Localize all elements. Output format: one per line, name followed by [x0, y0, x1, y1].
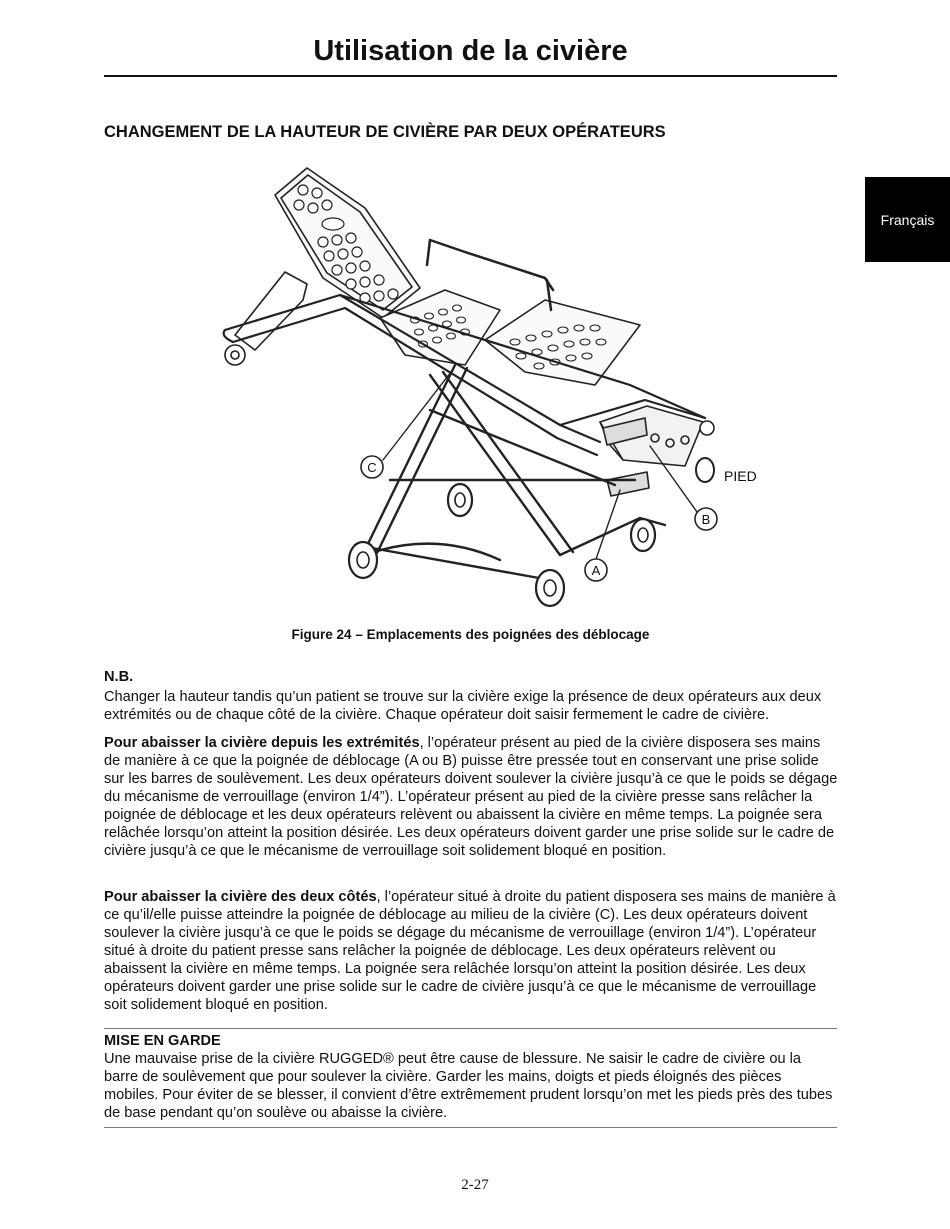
lower-from-ends-lead: Pour abaisser la civière depuis les extrémités	[104, 735, 420, 751]
warning-top-rule	[104, 1028, 837, 1029]
title-rule	[104, 75, 837, 77]
callout-a	[585, 559, 607, 581]
lower-from-sides-lead: Pour abaisser la civière des deux côtés	[104, 889, 377, 905]
callout-b-label: B	[701, 512, 711, 527]
page-title: Utilisation de la civière	[313, 35, 628, 67]
callout-c	[361, 456, 383, 478]
note-text: Changer la hauteur tandis qu’un patient se trouve sur la civière exige la présence de deux opérateurs aux deux extrémités ou de chaque côté de la civière. Chaque opérateur doit saisir fermement le cadre de civière.	[104, 689, 822, 723]
lower-from-ends-text: , l’opérateur présent au pied de la civière disposera ses mains de manière à ce que la poignée de déblocage (A ou B) puisse être pressée tout en conservant une prise solide sur les barres de soulèvement. Les deux opérateurs doivent soulever la civière jusqu’à ce que le poids se dégage du mécanisme de verrouillage (environ 1/4”). L’opérateur présent au pied de la civière presse sans relâcher la poignée de déblocage et les deux opérateurs relèvent ou abaissent la civière en même temps. La poignée sera relâchée lorsqu’on atteint la position désirée. Les deux opérateurs doivent garder une prise solide sur le cadre de civière jusqu’à ce que le mécanisme de verrouillage soit solidement bloqué en position.	[104, 735, 838, 859]
section-heading: CHANGEMENT DE LA HAUTEUR DE CIVIÈRE PAR DEUX OPÉRATEURS	[104, 123, 666, 141]
language-tab[interactable]	[865, 177, 950, 262]
note-heading: N.B.	[104, 669, 134, 685]
lower-from-ends-paragraph	[104, 734, 838, 860]
base-frame	[355, 518, 665, 580]
x-frame	[365, 365, 635, 555]
callout-b	[695, 508, 717, 530]
warning-heading: MISE EN GARDE	[104, 1033, 221, 1049]
foot-end	[600, 406, 714, 496]
language-tab-label: Français	[880, 211, 935, 228]
note-paragraph	[104, 688, 838, 724]
callout-a-label: A	[591, 563, 601, 578]
far-side-rail	[430, 240, 553, 290]
lower-from-sides-text: , l’opérateur situé à droite du patient disposera ses mains de manière à ce qu’il/elle puisse atteindre la poignée de déblocage au milieu de la civière (C). Les deux opérateurs doivent soulever la civière jusqu’à ce que le poids se dégage du mécanisme de verrouillage (environ 1/4”). L’opérateur situé à droite du patient presse sans relâcher la poignée de déblocage. Les deux opérateurs relèvent ou abaissent la civière en même temps. La poignée sera relâchée lorsqu’on atteint la position désirée. Les deux opérateurs doivent garder une prise solide sur le cadre de civière jusqu’à ce que le mécanisme de verrouillage soit solidement bloqué en position.	[104, 889, 836, 1013]
warning-bottom-rule	[104, 1127, 837, 1128]
warning-text: Une mauvaise prise de la civière RUGGED® peut être cause de blessure. Ne saisir le cadre de civière ou la barre de soulèvement que pour soulever la civière. Garder les mains, doigts et pieds éloignés des pièces mobiles. Pour éviter de se blesser, il convient d’être extrêmement prudent lorsqu’on met les pieds près des tubes de base pendant qu’on soulève ou abaisse la civière.	[104, 1051, 833, 1121]
stretcher-figure	[215, 160, 775, 620]
foot-end-label: PIED	[724, 468, 757, 484]
head-wheel	[225, 345, 245, 365]
leg-section	[485, 300, 640, 385]
page-number: 2-27	[461, 1177, 489, 1193]
figure-caption: Figure 24 – Emplacements des poignées des déblocage	[291, 627, 650, 642]
lower-from-sides-paragraph	[104, 888, 838, 1014]
warning-paragraph	[104, 1050, 838, 1122]
stretcher-illustration	[215, 160, 775, 620]
callout-c-label: C	[367, 460, 377, 475]
